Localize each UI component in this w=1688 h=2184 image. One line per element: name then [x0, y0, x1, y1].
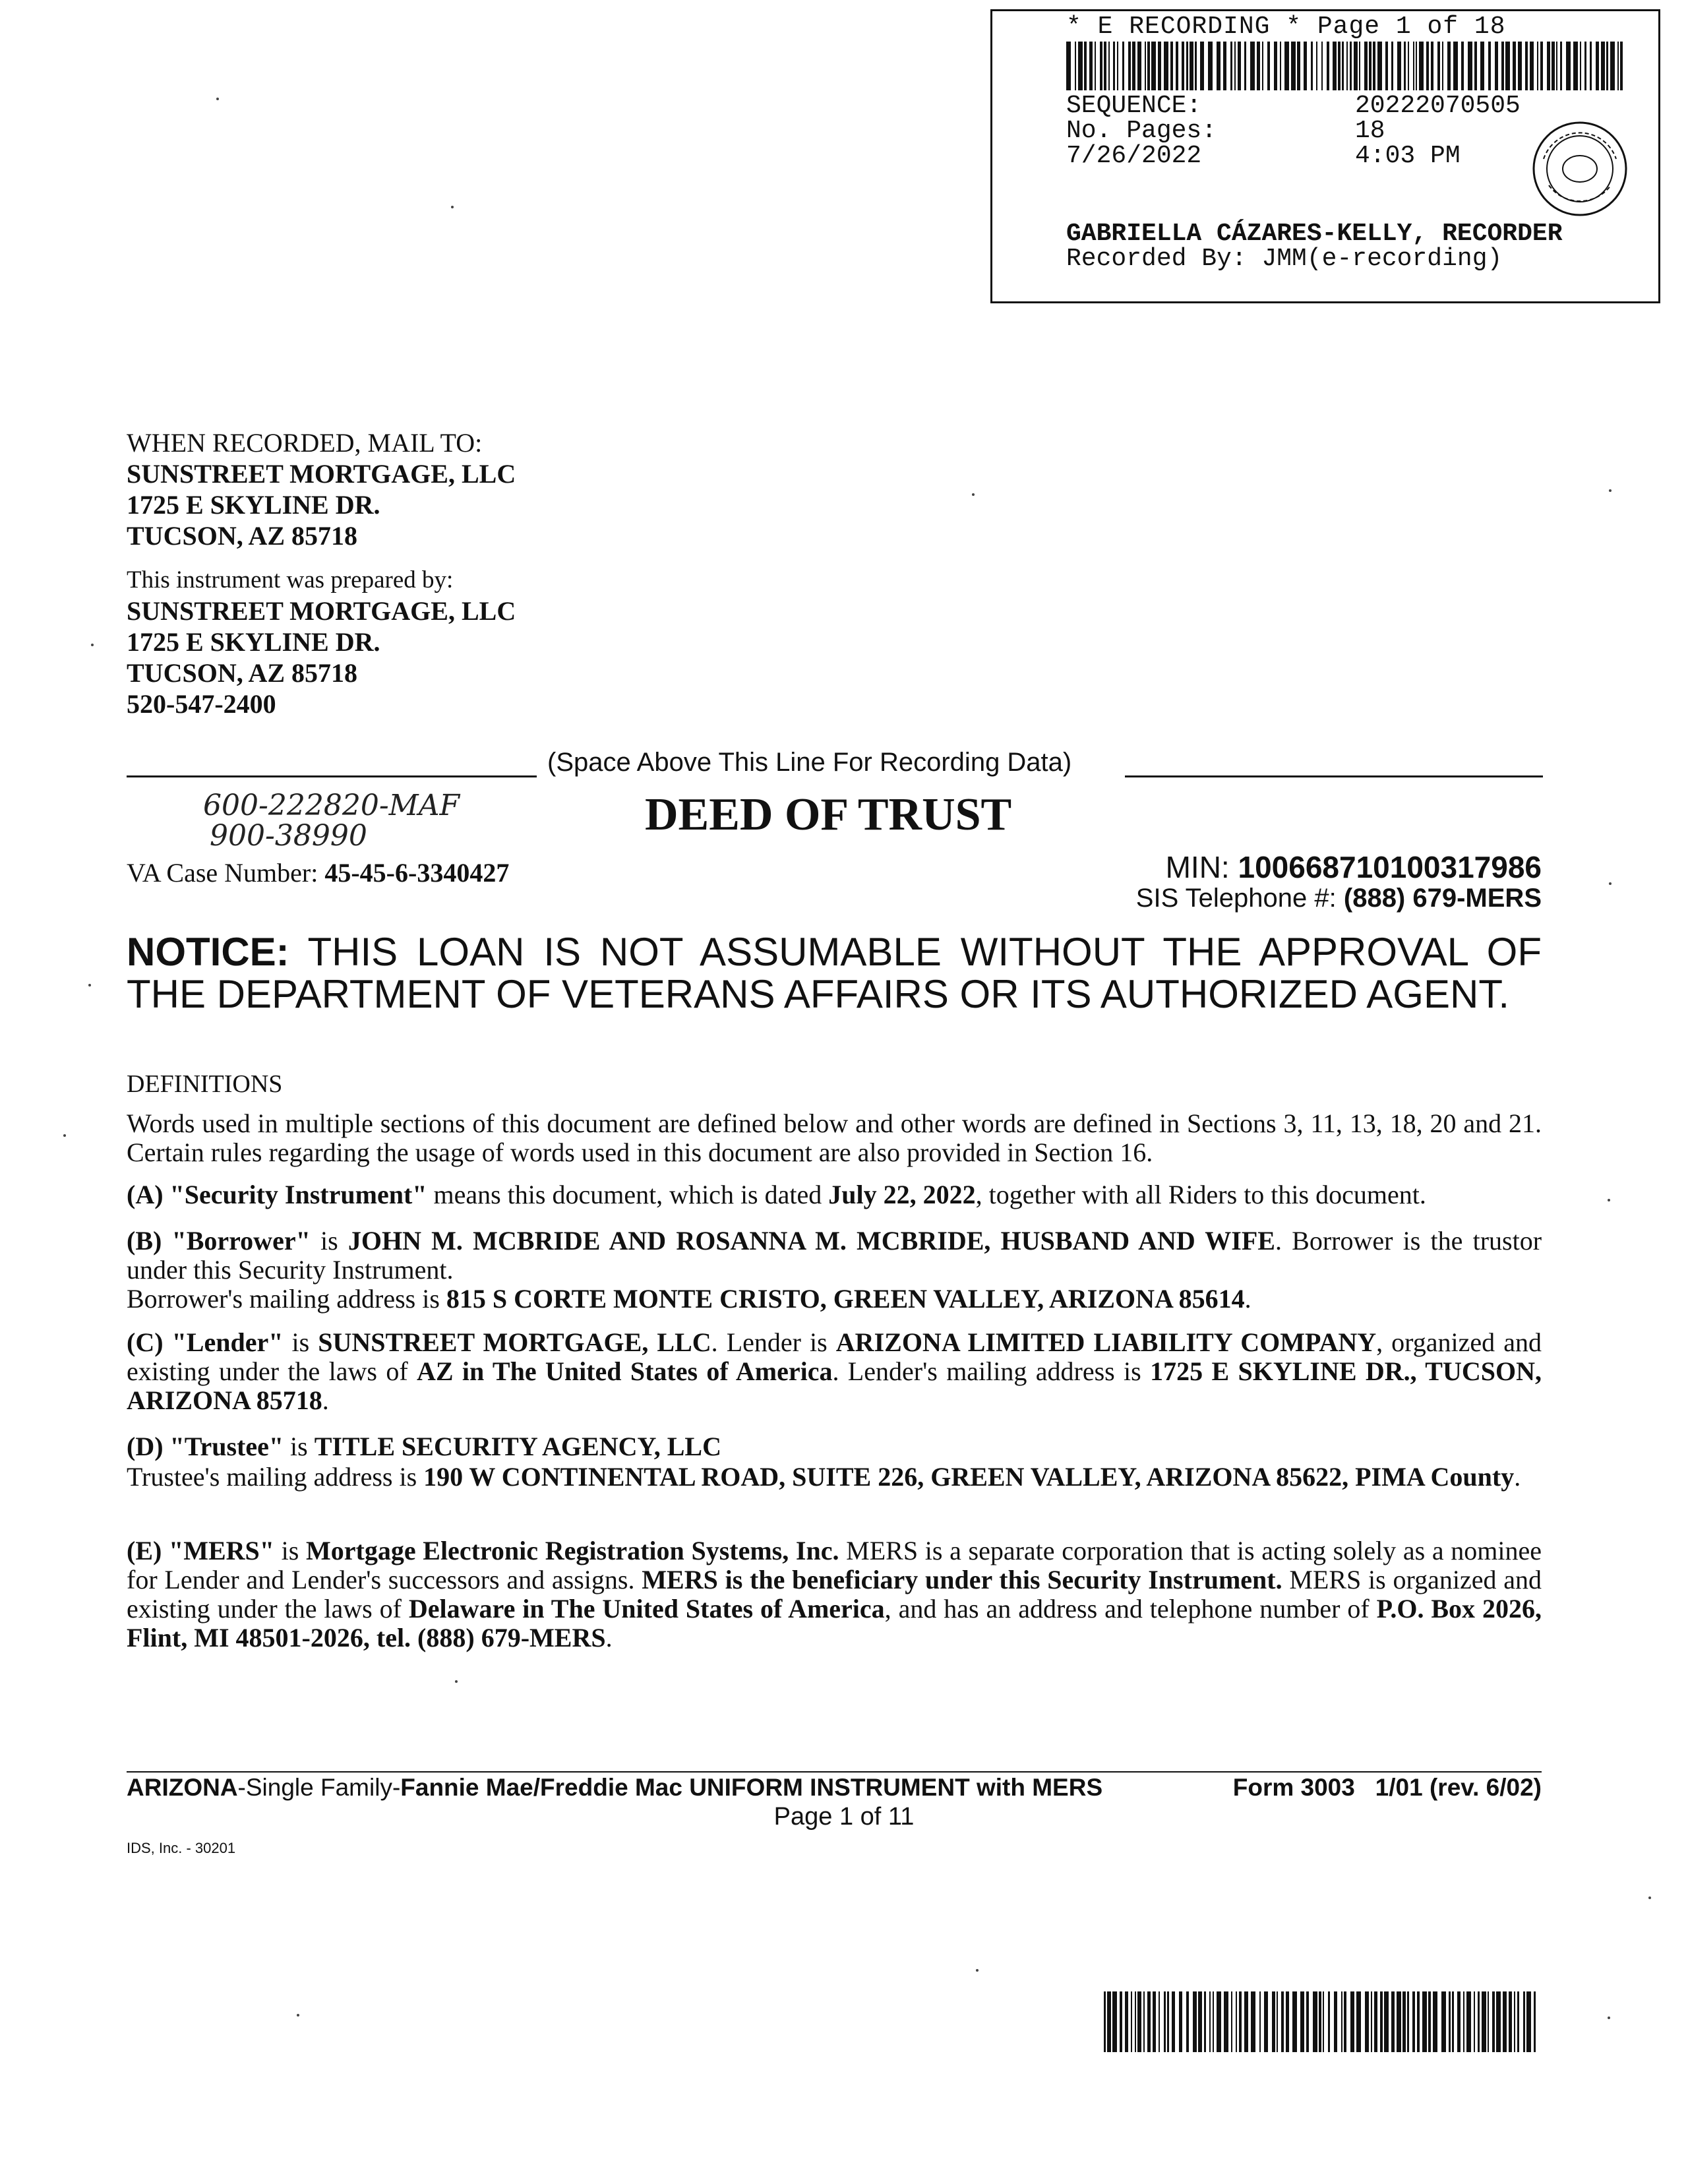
barcode-bar [1373, 42, 1375, 90]
barcode-bar [1449, 1991, 1451, 2052]
lender-jurisdiction: AZ in The United States of America [417, 1356, 833, 1386]
scan-speck [91, 644, 94, 646]
scan-speck [1648, 1896, 1651, 1899]
definition-e-end: . [605, 1623, 613, 1653]
definition-b-text: is [310, 1226, 348, 1256]
barcode-bar [1342, 42, 1344, 90]
trustee-address-label: Trustee's mailing address is [127, 1462, 424, 1492]
barcode-bar [1311, 42, 1313, 90]
definition-e-text-3: MERS is organized and existing under the laws of [127, 1565, 1542, 1623]
barcode-bar [1176, 42, 1178, 90]
definition-b [127, 1227, 1542, 1285]
trustee-address: 190 W CONTINENTAL ROAD, SUITE 226, GREEN VALLEY, ARIZONA 85622, PIMA County [423, 1462, 1515, 1492]
barcode-bar [1580, 42, 1581, 90]
scan-speck [88, 984, 91, 986]
barcode-bar [1461, 42, 1464, 90]
barcode-bar [1107, 1991, 1111, 2052]
mail-to-name: SUNSTREET MORTGAGE, LLC [127, 459, 516, 489]
barcode-bar [1244, 42, 1246, 90]
recording-rule-left [127, 775, 537, 777]
barcode-bar [1397, 42, 1401, 90]
barcode-bar [1112, 1991, 1117, 2052]
borrower-address: 815 S CORTE MONTE CRISTO, GREEN VALLEY, ARIZONA 85614 [446, 1284, 1245, 1314]
barcode-bar [1523, 1991, 1525, 2052]
document-title: DEED OF TRUST [645, 789, 1012, 840]
barcode-bar [1547, 42, 1550, 90]
definition-e [127, 1536, 1542, 1653]
pages-label: No. Pages: [1066, 117, 1217, 145]
definition-c-text: is [283, 1327, 318, 1357]
barcode-bar [1610, 42, 1615, 90]
barcode-bar [1159, 1991, 1160, 2052]
barcode-bar [1066, 42, 1071, 90]
definition-c-end: . [322, 1385, 329, 1415]
barcode-bar [1404, 42, 1406, 90]
barcode-bar [1478, 1991, 1480, 2052]
barcode-bar [1601, 42, 1605, 90]
barcode-bar [1422, 1991, 1427, 2052]
barcode-bar [1350, 42, 1352, 90]
mers-beneficiary-statement: MERS is the beneficiary under this Security Instrument. [642, 1565, 1282, 1594]
barcode-bar [1274, 42, 1277, 90]
barcode-bar [1272, 1991, 1275, 2052]
barcode-bar [1518, 42, 1522, 90]
barcode-bar [1447, 42, 1451, 90]
barcode-bar [1344, 1991, 1346, 2052]
barcode-bar [1426, 42, 1429, 90]
barcode-bar [1560, 42, 1562, 90]
definition-e-text: is [274, 1536, 307, 1565]
barcode-bar [1135, 1991, 1136, 2052]
definition-c-text-4: . Lender's mailing address is [832, 1356, 1151, 1386]
definition-d-text: is [284, 1432, 315, 1461]
barcode-bar [1323, 1991, 1324, 2052]
barcode-bar [1552, 42, 1555, 90]
scan-speck [451, 206, 454, 208]
barcode-bar [1137, 1991, 1141, 2052]
definition-c [127, 1328, 1542, 1415]
barcode-bar [1306, 1991, 1309, 2052]
barcode-bar [1182, 42, 1184, 90]
barcode-bar [1416, 42, 1417, 90]
mail-to-block [127, 427, 516, 551]
form-desc-2: Fannie Mae/Freddie Mac UNIFORM INSTRUMENT with MERS [400, 1774, 1103, 1801]
barcode-bar [1350, 1991, 1354, 2052]
barcode-bar [1170, 42, 1173, 90]
barcode-bar [1346, 42, 1348, 90]
barcode-bar [1164, 42, 1168, 90]
mers-jurisdiction: Delaware in The United States of America [408, 1594, 885, 1623]
barcode-bar [1412, 1991, 1415, 2052]
borrower-names: JOHN M. MCBRIDE AND ROSANNA M. MCBRIDE, HUSBAND AND WIFE [347, 1226, 1275, 1256]
barcode-bar [1259, 1991, 1261, 2052]
lender-name: SUNSTREET MORTGAGE, LLC [318, 1327, 711, 1357]
barcode-bar [1495, 42, 1498, 90]
barcode-bar [1417, 1991, 1420, 2052]
barcode-bar [1281, 1991, 1284, 2052]
barcode-bar [1441, 1991, 1446, 2052]
document-barcode [1104, 1991, 1542, 2052]
barcode-bar [1517, 1991, 1519, 2052]
prepared-by-street: 1725 E SKYLINE DR. [127, 627, 380, 657]
scan-speck [1608, 2017, 1610, 2019]
barcode-bar [1374, 1991, 1377, 2052]
barcode-bar [1514, 1991, 1515, 2052]
barcode-bar [1452, 1991, 1454, 2052]
va-case-number [127, 857, 509, 888]
barcode-bar [1509, 1991, 1512, 2052]
definition-a-term: (A) "Security Instrument" [127, 1180, 427, 1209]
notice-text: THIS LOAN IS NOT ASSUMABLE WITHOUT THE APPROVAL OF THE DEPARTMENT OF VETERANS AFFAIRS OR ITS AUTHORIZED AGENT. [127, 930, 1542, 1016]
min-label: MIN: [1165, 850, 1230, 884]
sis-label: SIS Telephone #: [1135, 884, 1337, 913]
definition-c-text-2: . Lender is [711, 1327, 836, 1357]
barcode-bar [1195, 42, 1197, 90]
mail-to-street: 1725 E SKYLINE DR. [127, 490, 380, 520]
barcode-bar [1433, 1991, 1437, 2052]
barcode-bar [1369, 42, 1372, 90]
sis-value: (888) 679-MERS [1343, 884, 1542, 913]
borrower-address-label: Borrower's mailing address is [127, 1284, 446, 1314]
barcode-bar [1078, 42, 1083, 90]
sequence-label: SEQUENCE: [1066, 92, 1202, 120]
recording-barcode [1066, 42, 1624, 90]
barcode-bar [1573, 42, 1578, 90]
barcode-bar [1327, 42, 1329, 90]
barcode-bar [1338, 42, 1341, 90]
barcode-bar [1328, 1991, 1330, 2052]
lender-entity-type: ARIZONA LIMITED LIABILITY COMPANY [835, 1327, 1377, 1357]
barcode-bar [1596, 42, 1599, 90]
barcode-bar [1158, 42, 1161, 90]
barcode-bar [1408, 42, 1409, 90]
barcode-bar [1501, 42, 1504, 90]
recording-time: 4:03 PM [1355, 142, 1461, 170]
barcode-bar [1125, 1991, 1128, 2052]
recorded-by: Recorded By: JMM(e-recording) [1066, 245, 1503, 273]
barcode-bar [1230, 42, 1232, 90]
definition-e-term: (E) "MERS" [127, 1536, 274, 1565]
scan-speck [1609, 489, 1612, 492]
definition-e-text-2: MERS is a separate corporation that is acting solely as a nominee for Lender and Lender's successors and assigns. [127, 1536, 1542, 1594]
barcode-bar [1526, 1991, 1531, 2052]
notice-label: NOTICE: [127, 930, 289, 974]
barcode-bar [1474, 1991, 1475, 2052]
barcode-bar [1377, 42, 1382, 90]
barcode-bar [1120, 1991, 1122, 2052]
barcode-bar [1267, 42, 1270, 90]
page-number: Page 1 of 11 [773, 1803, 915, 1831]
barcode-bar [1356, 1991, 1361, 2052]
definition-e-text-4: , and has an address and telephone number of [884, 1594, 1377, 1623]
definitions-intro: Words used in multiple sections of this document are defined below and other words are defined in Sections 3, 11, 13, 18, 20 and 21. Certain rules regarding the usage of words used in this document are also provided in Section 16. [127, 1108, 1542, 1167]
barcode-bar [1089, 42, 1093, 90]
barcode-bar [1319, 1991, 1321, 2052]
scan-speck [1609, 882, 1612, 885]
barcode-bar [1137, 42, 1141, 90]
prepared-by-phone: 520-547-2400 [127, 689, 276, 719]
instrument-date: July 22, 2022 [828, 1180, 976, 1209]
barcode-bar [1128, 42, 1131, 90]
barcode-bar [1286, 1991, 1289, 2052]
barcode-bar [1428, 1991, 1431, 2052]
barcode-bar [1132, 42, 1135, 90]
barcode-bar [1474, 42, 1477, 90]
barcode-bar [1239, 1991, 1242, 2052]
barcode-bar [1193, 1991, 1197, 2052]
definitions-heading: DEFINITIONS [127, 1070, 283, 1098]
county-recorder-seal-icon [1530, 119, 1629, 218]
barcode-bar [1530, 42, 1534, 90]
barcode-bar [1224, 1991, 1228, 2052]
handwritten-order-number: 600-222820-MAF [203, 789, 460, 822]
barcode-bar [1291, 42, 1296, 90]
trustee-address-end: . [1514, 1462, 1521, 1492]
prepared-by-city: TUCSON, AZ 85718 [127, 658, 358, 688]
barcode-bar [1407, 1991, 1409, 2052]
prepared-by-name: SUNSTREET MORTGAGE, LLC [127, 596, 516, 626]
barcode-bar [1313, 1991, 1317, 2052]
barcode-bar [1147, 1991, 1151, 2052]
form-description [127, 1774, 1102, 1802]
barcode-bar [1257, 42, 1260, 90]
lender-address: 1725 E SKYLINE DR., TUCSON, ARIZONA 85718 [127, 1356, 1542, 1415]
barcode-bar [1617, 42, 1619, 90]
barcode-bar [1300, 1991, 1304, 2052]
barcode-bar [1236, 1991, 1237, 2052]
barcode-bar [1385, 42, 1388, 90]
barcode-bar [1496, 1991, 1501, 2052]
mail-to-city: TUCSON, AZ 85718 [127, 521, 358, 551]
barcode-bar [1482, 1991, 1486, 2052]
definition-d-term: (D) "Trustee" [127, 1432, 284, 1461]
definition-c-text-3: , organized and existing under the laws of [127, 1327, 1542, 1386]
barcode-bar [1251, 1991, 1255, 2052]
barcode-bar [1341, 1991, 1342, 2052]
scan-speck [297, 2014, 299, 2017]
barcode-bar [1100, 42, 1102, 90]
barcode-bar [1304, 42, 1307, 90]
barcode-bar [1534, 1991, 1536, 2052]
barcode-bar [1402, 1991, 1406, 2052]
scan-speck [1608, 1199, 1610, 1201]
barcode-bar [1186, 1991, 1189, 2052]
barcode-bar [1297, 42, 1300, 90]
barcode-bar [1384, 1991, 1389, 2052]
barcode-bar [1084, 42, 1087, 90]
recording-stamp-box [990, 9, 1660, 303]
va-case-label: VA Case Number: [127, 858, 318, 888]
min-value: 100668710100317986 [1238, 850, 1542, 884]
barcode-bar [1431, 42, 1433, 90]
barcode-bar [1284, 42, 1289, 90]
barcode-bar [1513, 42, 1516, 90]
barcode-bar [1590, 42, 1592, 90]
barcode-bar [1525, 42, 1528, 90]
definition-a [127, 1180, 1542, 1209]
barcode-bar [1262, 42, 1263, 90]
barcode-bar [1172, 1991, 1175, 2052]
barcode-bar [1204, 1991, 1206, 2052]
barcode-bar [1419, 42, 1424, 90]
barcode-bar [1584, 42, 1586, 90]
prepared-by-block [127, 564, 516, 719]
barcode-bar [1620, 42, 1623, 90]
space-above-label: (Space Above This Line For Recording Data) [547, 748, 1072, 777]
barcode-bar [1364, 42, 1368, 90]
barcode-bar [1359, 42, 1360, 90]
barcode-bar [1397, 1991, 1401, 2052]
scan-speck [976, 1969, 979, 1972]
borrower-address-line [127, 1285, 1542, 1314]
barcode-bar [1250, 42, 1255, 90]
barcode-bar [1540, 42, 1543, 90]
recording-rule-right [1125, 775, 1543, 777]
mers-name: Mortgage Electronic Registration Systems, Inc. [306, 1536, 839, 1565]
trustee-name: TITLE SECURITY AGENCY, LLC [314, 1432, 721, 1461]
barcode-bar [1143, 1991, 1145, 2052]
barcode-bar [1075, 42, 1076, 90]
va-assumption-notice [127, 931, 1542, 1016]
barcode-bar [1453, 42, 1458, 90]
barcode-bar [1437, 42, 1440, 90]
barcode-bar [1167, 1991, 1169, 2052]
barcode-bar [1244, 1991, 1248, 2052]
barcode-bar [1316, 42, 1317, 90]
form-desc-1: -Single Family- [237, 1774, 401, 1801]
footer-rule [127, 1771, 1542, 1773]
barcode-bar [1186, 42, 1188, 90]
definition-b-text-end: . Borrower is the trustor under this Security Instrument. [127, 1226, 1542, 1285]
barcode-bar [1480, 42, 1484, 90]
barcode-bar [1492, 1991, 1495, 2052]
barcode-bar [1566, 42, 1571, 90]
definition-a-text-end: , together with all Riders to this document. [975, 1180, 1426, 1209]
scan-speck [455, 1680, 458, 1683]
mers-address: P.O. Box 2026, Flint, MI 48501-2026, tel. (888) 679-MERS [127, 1594, 1542, 1653]
barcode-bar [1209, 1991, 1211, 2052]
barcode-bar [1292, 1991, 1297, 2052]
form-state: ARIZONA [127, 1774, 238, 1801]
recorder-name: GABRIELLA CÁZARES-KELLY, RECORDER [1066, 220, 1563, 248]
barcode-bar [1104, 42, 1106, 90]
barcode-bar [1217, 42, 1221, 90]
barcode-bar [1147, 42, 1150, 90]
barcode-bar [1234, 42, 1236, 90]
handwritten-escrow-number: 900-38990 [210, 819, 367, 853]
form-number: Form 3003 1/01 (rev. 6/02) [1232, 1774, 1542, 1801]
barcode-bar [1606, 42, 1608, 90]
barcode-bar [1321, 42, 1323, 90]
prepared-by-label: This instrument was prepared by: [127, 566, 454, 593]
barcode-bar [1131, 1991, 1132, 2052]
barcode-bar [1213, 1991, 1214, 2052]
barcode-bar [1457, 1991, 1461, 2052]
scan-speck [63, 1134, 66, 1137]
barcode-bar [1380, 1991, 1383, 2052]
definition-a-text: means this document, which is dated [427, 1180, 829, 1209]
barcode-bar [1354, 42, 1358, 90]
definition-d [127, 1432, 1542, 1461]
barcode-bar [1537, 42, 1538, 90]
barcode-bar [1468, 42, 1472, 90]
barcode-bar [1238, 42, 1241, 90]
ids-code: IDS, Inc. - 30201 [127, 1840, 236, 1856]
barcode-bar [1264, 1991, 1268, 2052]
sis-telephone [1136, 884, 1542, 913]
scan-speck [216, 98, 219, 100]
barcode-bar [1200, 42, 1204, 90]
barcode-bar [1151, 42, 1156, 90]
barcode-bar [1108, 42, 1110, 90]
scan-speck [972, 493, 975, 496]
barcode-bar [1113, 42, 1115, 90]
barcode-bar [1334, 1991, 1337, 2052]
min-number [1166, 849, 1542, 885]
barcode-bar [1365, 1991, 1369, 2052]
trustee-address-line [127, 1463, 1542, 1492]
barcode-bar [1556, 42, 1557, 90]
barcode-bar [1488, 1991, 1489, 2052]
barcode-bar [1208, 42, 1213, 90]
barcode-bar [1104, 1991, 1106, 2052]
barcode-bar [1503, 1991, 1507, 2052]
recording-header: * E RECORDING * Page 1 of 18 [1066, 13, 1506, 41]
barcode-bar [1217, 1991, 1221, 2052]
barcode-bar [1391, 1991, 1395, 2052]
barcode-bar [1488, 42, 1491, 90]
barcode-bar [1190, 42, 1193, 90]
barcode-bar [1122, 42, 1124, 90]
borrower-address-end: . [1244, 1284, 1251, 1314]
mail-to-label: WHEN RECORDED, MAIL TO: [127, 428, 483, 458]
barcode-bar [1280, 42, 1281, 90]
barcode-bar [1277, 1991, 1278, 2052]
barcode-bar [1466, 1991, 1471, 2052]
barcode-bar [1231, 1991, 1232, 2052]
pages-value: 18 [1355, 117, 1385, 145]
definition-c-term: (C) "Lender" [127, 1327, 284, 1357]
barcode-bar [1463, 1991, 1464, 2052]
barcode-bar [1117, 42, 1118, 90]
barcode-bar [1413, 42, 1414, 90]
sequence-value: 20222070505 [1355, 92, 1521, 120]
barcode-bar [1391, 42, 1393, 90]
barcode-bar [1442, 42, 1443, 90]
barcode-bar [1153, 1991, 1156, 2052]
barcode-bar [1095, 42, 1096, 90]
va-case-value: 45-45-6-3340427 [324, 858, 510, 888]
barcode-bar [1179, 1991, 1182, 2052]
barcode-bar [1145, 42, 1146, 90]
barcode-bar [1164, 1991, 1166, 2052]
definition-b-term: (B) "Borrower" [127, 1226, 311, 1256]
barcode-bar [1505, 42, 1510, 90]
barcode-bar [1333, 42, 1337, 90]
barcode-bar [1223, 42, 1226, 90]
barcode-bar [1198, 1991, 1202, 2052]
barcode-bar [1371, 1991, 1372, 2052]
recording-date: 7/26/2022 [1066, 142, 1202, 170]
